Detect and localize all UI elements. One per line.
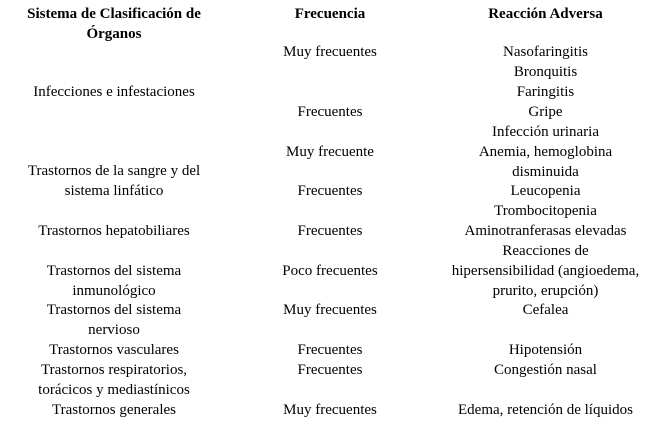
reaction-cell: Edema, retención de líquidos: [458, 402, 633, 418]
organ-class-cell: Trastornos generales: [51, 402, 176, 418]
reaction-cell: Cefalea: [522, 302, 569, 318]
organ-class-cell: Trastornos del sistema nervioso: [46, 302, 182, 338]
organ-class-cell: Trastornos hepatobiliares: [38, 223, 190, 239]
organ-class-cell: Trastornos vasculares: [49, 342, 179, 358]
frequency-cell: Muy frecuentes: [283, 44, 377, 60]
frequency-cell: Muy frecuentes: [283, 302, 377, 318]
frequency-cell: Frecuentes: [297, 342, 363, 358]
reaction-cell: Anemia, hemoglobina disminuida: [478, 144, 613, 180]
frequency-cell: Muy frecuente: [286, 144, 374, 160]
header-organ-class: Sistema de Clasificación de Órganos: [27, 6, 201, 42]
reaction-cell: Reacciones de hipersensibilidad (angioedema, prurito, erupción): [451, 243, 640, 299]
frequency-cell: Frecuentes: [297, 183, 363, 199]
reaction-cell: Gripe Infección urinaria: [491, 104, 600, 140]
reaction-cell: Congestión nasal: [494, 362, 597, 378]
reaction-cell: Leucopenia Trombocitopenia: [494, 183, 597, 219]
organ-class-cell: Trastornos de la sangre y del sistema linfático: [27, 163, 201, 199]
frequency-cell: Frecuentes: [297, 223, 363, 239]
organ-class-cell: Trastornos del sistema inmunológico: [46, 263, 182, 299]
reaction-cell: Hipotensión: [508, 342, 583, 358]
frequency-cell: Poco frecuentes: [282, 263, 378, 279]
reaction-cell: Nasofaringitis Bronquitis Faringitis: [503, 44, 588, 100]
reaction-cell: Aminotranferasas elevadas: [464, 223, 627, 239]
organ-class-cell: Infecciones e infestaciones: [33, 84, 195, 100]
header-reaction: Reacción Adversa: [488, 6, 603, 22]
frequency-cell: Frecuentes: [297, 104, 363, 120]
frequency-cell: Frecuentes: [297, 362, 363, 378]
frequency-cell: Muy frecuentes: [283, 402, 377, 418]
header-frequency: Frecuencia: [294, 6, 366, 22]
organ-class-cell: Trastornos respiratorios, torácicos y mediastínicos: [38, 362, 190, 398]
